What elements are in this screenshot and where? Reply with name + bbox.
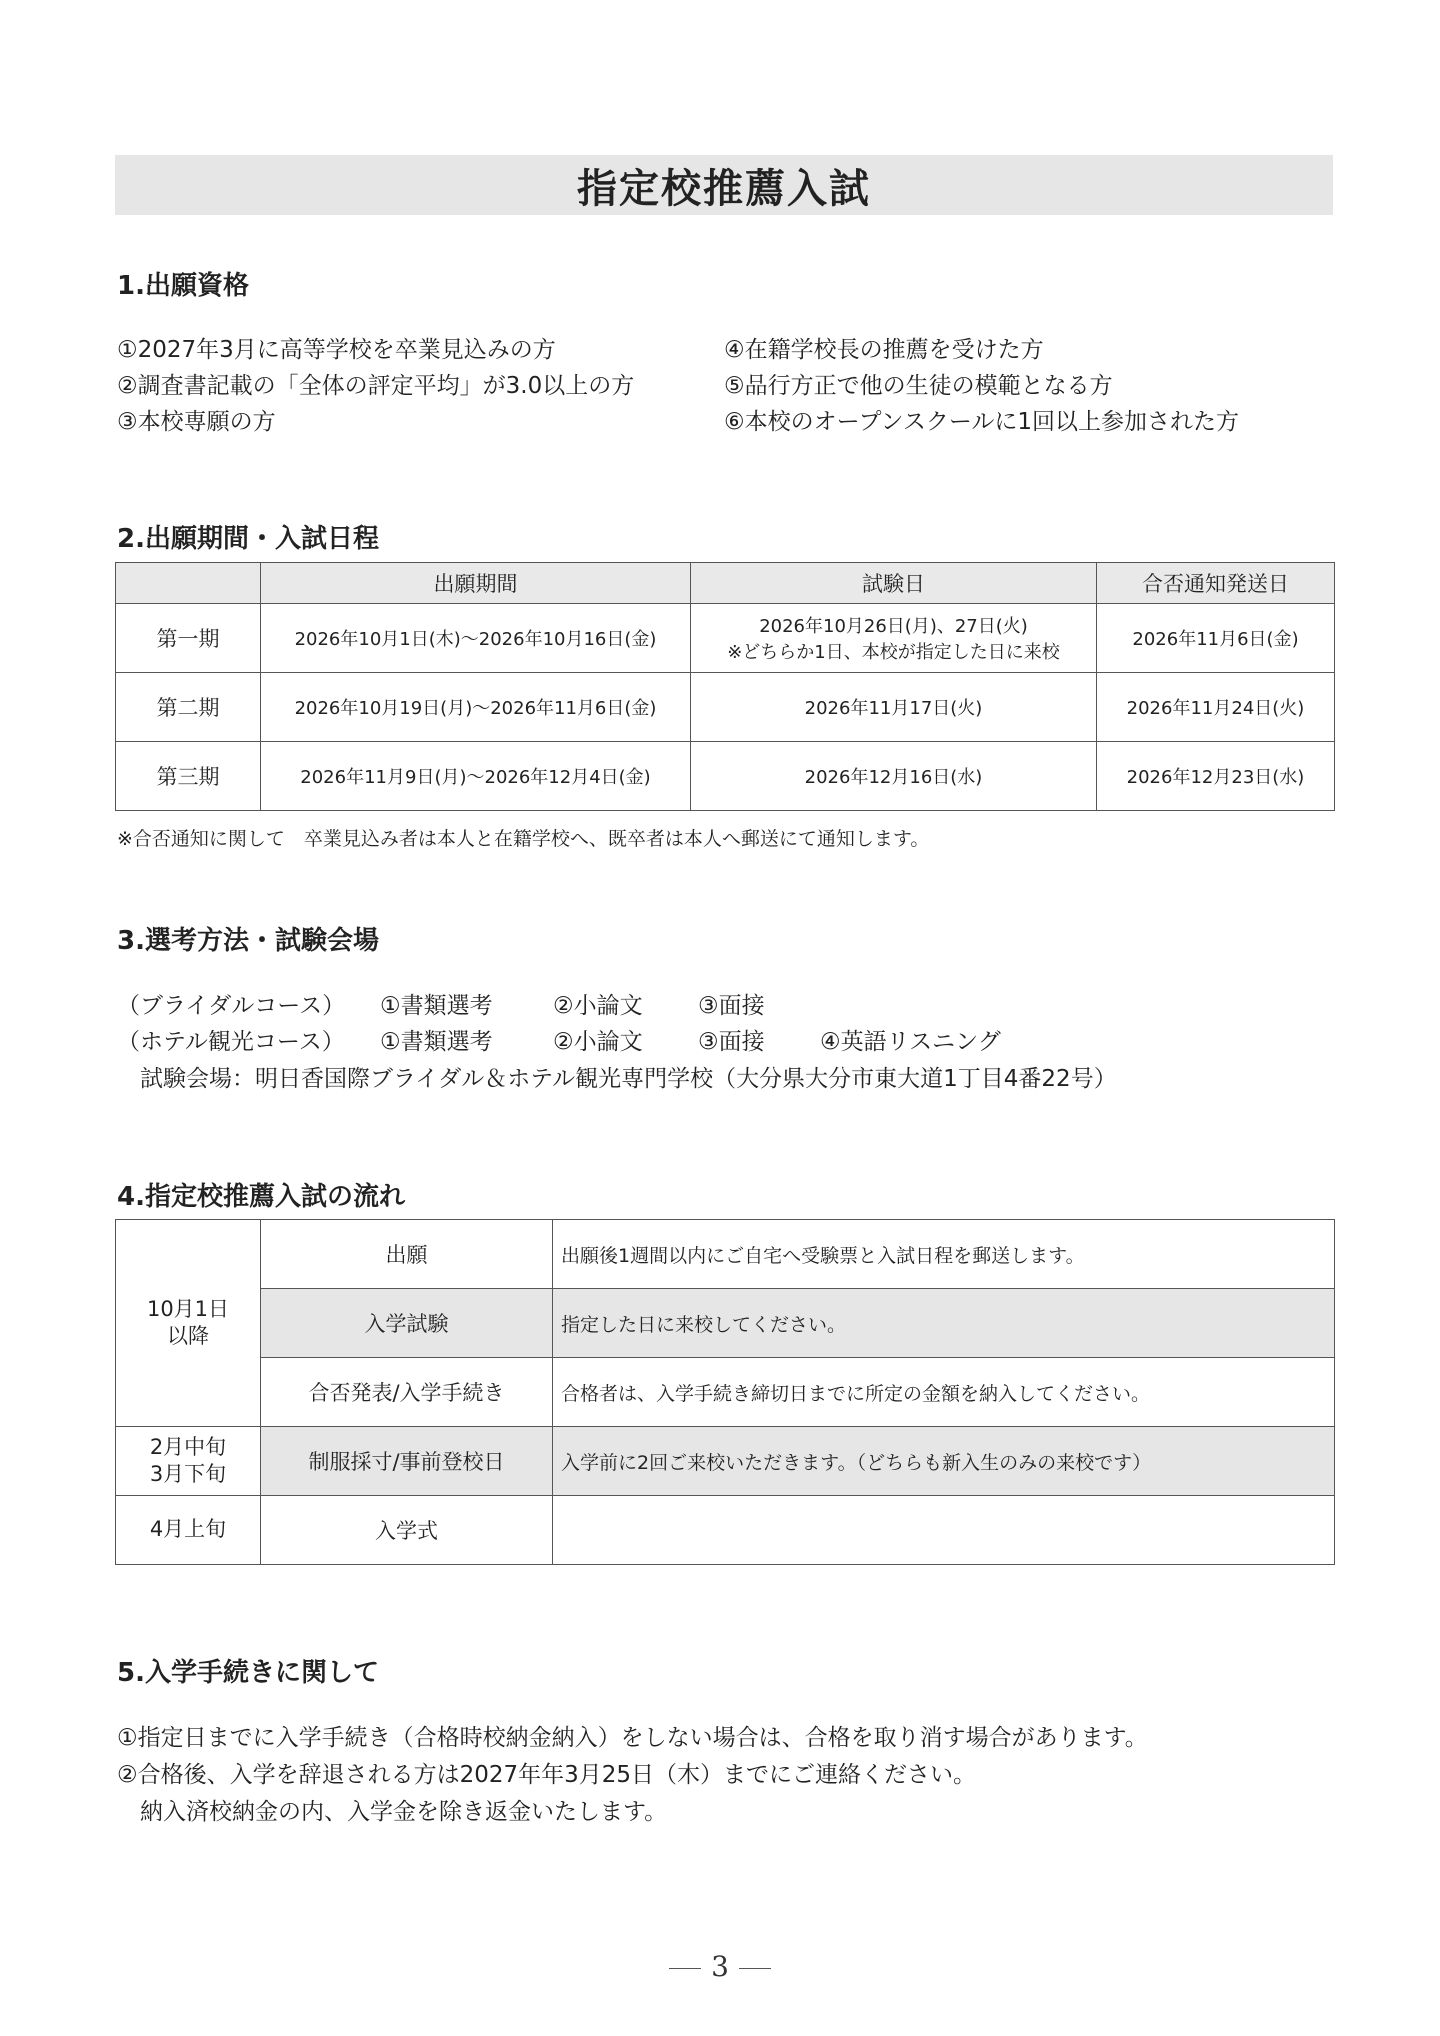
apply-period-cell: 2026年10月1日(木)～2026年10月16日(金) [261,604,691,673]
section1-heading: 1.出願資格 [117,271,249,301]
desc-cell: 入学前に2回ご来校いただきます。（どちらも新入生のみの来校です） [553,1427,1335,1496]
bridal-course-label: （ブライダルコース） [117,993,346,1019]
exam-date-cell [691,604,1097,673]
procedure-line: ①指定日までに入学手続き（合格時校納金納入）をしない場合は、合格を取り消す場合があります。 [117,1725,1148,1751]
notice-date-cell: 2026年11月24日(火) [1097,673,1335,742]
selection-item: ①書類選考 [380,1029,493,1055]
selection-item: ④英語リスニング [820,1029,1001,1055]
selection-item: ②小論文 [553,993,643,1019]
schedule-note: ※合否通知に関して 卒業見込み者は本人と在籍学校へ、既卒者は本人へ郵送にて通知します。 [117,828,930,850]
step-cell: 入学試験 [261,1289,553,1358]
step-cell: 制服採寸/事前登校日 [261,1427,553,1496]
notice-date-cell: 2026年11月6日(金) [1097,604,1335,673]
time-cell [116,1220,261,1427]
table-header: 出願期間 [261,563,691,604]
qualification-item: ⑤品行方正で他の生徒の模範となる方 [724,373,1113,399]
time-cell [116,1427,261,1496]
apply-period-cell: 2026年11月9日(月)～2026年12月4日(金) [261,742,691,811]
exam-date: 2026年10月26日(月)、27日(火) [759,616,1028,637]
table-row [116,604,1335,673]
qualification-item: ②調査書記載の「全体の評定平均」が3.0以上の方 [117,373,635,399]
desc-cell: 指定した日に来校してください。 [553,1289,1335,1358]
qualification-item: ⑥本校のオープンスクールに1回以上参加された方 [724,409,1240,435]
desc-cell: 出願後1週間以内にご自宅へ受験票と入試日程を郵送します。 [553,1220,1335,1289]
section4-heading: 4.指定校推薦入試の流れ [117,1182,405,1212]
desc-cell: 合格者は、入学手続き締切日までに所定の金額を納入してください。 [553,1358,1335,1427]
exam-venue: 試験会場：明日香国際ブライダル＆ホテル観光専門学校（大分県大分市東大道1丁目4番22号） [140,1066,1117,1092]
time-line: 以降 [167,1324,209,1348]
table-row [116,742,1335,811]
qualification-item: ④在籍学校長の推薦を受けた方 [724,337,1044,363]
page-number [0,1950,1440,1983]
step-cell: 出願 [261,1220,553,1289]
selection-item: ③面接 [698,1029,765,1055]
page-number-dash [739,1968,771,1969]
procedure-line: 納入済校納金の内、入学金を除き返金いたします。 [140,1799,668,1825]
table-row [116,1427,1335,1496]
table-row [116,1358,1335,1427]
qualification-item: ③本校専願の方 [117,409,276,435]
table-row [116,1289,1335,1358]
qualification-item: ①2027年3月に高等学校を卒業見込みの方 [117,337,556,363]
exam-date-note: ※どちらか1日、本校が指定した日に来校 [727,642,1060,663]
section5-heading: 5.入学手続きに関して [117,1658,379,1688]
exam-date-cell: 2026年12月16日(水) [691,742,1097,811]
flow-table [115,1219,1335,1565]
hotel-course-label: （ホテル観光コース） [117,1029,345,1055]
schedule-table [115,562,1335,811]
step-cell: 入学式 [261,1496,553,1565]
title-bar [115,155,1333,215]
time-line: 10月1日 [146,1296,230,1321]
table-row [116,1220,1335,1289]
page-title: 指定校推薦入試 [577,165,871,212]
section2-heading: 2.出願期間・入試日程 [117,524,379,554]
table-header-row [116,563,1335,604]
table-header: 試験日 [691,563,1097,604]
selection-item: ②小論文 [553,1029,643,1055]
period-cell: 第一期 [116,604,261,673]
time-cell: 4月上旬 [116,1496,261,1565]
table-row [116,1496,1335,1565]
time-line: 2月中旬 [149,1434,227,1459]
section3-heading: 3.選考方法・試験会場 [117,926,379,956]
time-line: 3月下旬 [149,1462,227,1486]
selection-item: ③面接 [698,993,765,1019]
page-number-value: 3 [711,1950,729,1983]
table-header: 合否通知発送日 [1097,563,1335,604]
table-row [116,673,1335,742]
step-cell: 合否発表/入学手続き [261,1358,553,1427]
exam-date-cell: 2026年11月17日(火) [691,673,1097,742]
period-cell: 第二期 [116,673,261,742]
procedure-line: ②合格後、入学を辞退される方は2027年年3月25日（木）までにご連絡ください。 [117,1762,977,1788]
selection-item: ①書類選考 [380,993,493,1019]
notice-date-cell: 2026年12月23日(水) [1097,742,1335,811]
page-number-dash [669,1968,701,1969]
period-cell: 第三期 [116,742,261,811]
desc-cell [553,1496,1335,1565]
table-header [116,563,261,604]
apply-period-cell: 2026年10月19日(月)～2026年11月6日(金) [261,673,691,742]
